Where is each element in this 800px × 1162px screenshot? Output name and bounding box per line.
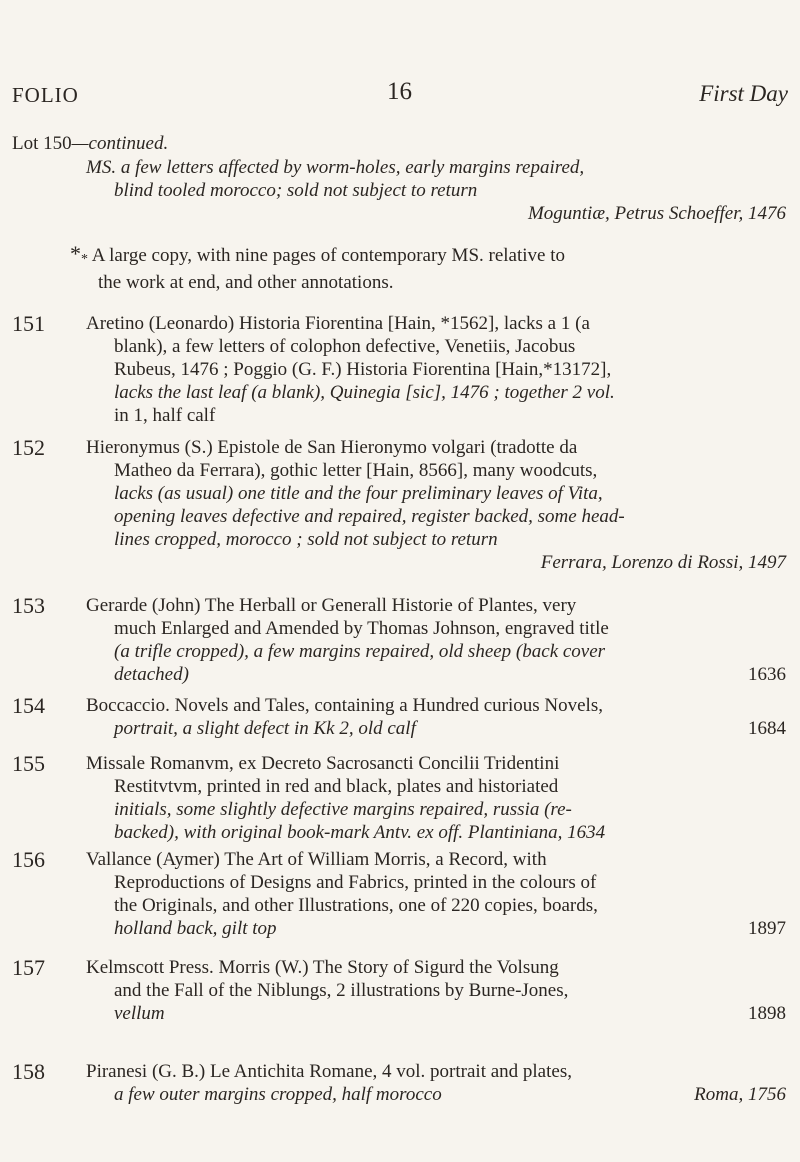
lot-number: 158	[12, 1059, 45, 1084]
lot-line: (a trifle cropped), a few margins repaired, old sheep (back cover	[114, 641, 606, 662]
lot-line: Reproductions of Designs and Fabrics, printed in the colours of	[114, 872, 597, 893]
lot-line: backed), with original book-mark Antv. ex off. Plantiniana, 1634	[114, 822, 606, 843]
lot-date: 1636	[748, 664, 786, 685]
lot-line: Gerarde (John) The Herball or Generall Historie of Plantes, very	[86, 595, 577, 616]
lot-150-line: blind tooled morocco; sold not subject to return	[114, 180, 478, 201]
lot-continued-prefix: Lot 150	[12, 133, 72, 154]
lot-154	[12, 694, 786, 740]
lot-152	[12, 436, 786, 574]
lot-line: Rubeus, 1476 ; Poggio (G. F.) Historia Fiorentina [Hain,*13172],	[114, 359, 612, 380]
lot-number: 152	[12, 435, 45, 460]
running-head: First Day	[699, 81, 788, 106]
lot-150-note: ** A large copy, with nine pages of contemporary MS. relative to the work at end, and other annotations.	[70, 242, 786, 294]
lot-158	[12, 1060, 786, 1106]
lot-line: initials, some slightly defective margins repaired, russia (re-	[114, 799, 572, 820]
lot-line: Hieronymus (S.) Epistole de San Hieronymo volgari (tradotte da	[86, 437, 578, 458]
lot-line: Boccaccio. Novels and Tales, containing a Hundred curious Novels,	[86, 695, 603, 716]
folio-label: FOLIO	[12, 83, 79, 107]
lot-line: vellum	[114, 1003, 165, 1024]
lot-number: 151	[12, 311, 45, 336]
lot-line: portrait, a slight defect in Kk 2, old calf	[114, 718, 416, 739]
lot-number: 155	[12, 751, 45, 776]
lot-line: holland back, gilt top	[114, 918, 277, 939]
lot-line: in 1, half calf	[114, 405, 216, 426]
lot-number: 157	[12, 955, 45, 980]
lot-157	[12, 956, 786, 1025]
lot-number: 156	[12, 847, 45, 872]
lot-line: opening leaves defective and repaired, register backed, some head-	[114, 506, 625, 527]
lot-date: 1898	[748, 1003, 786, 1024]
lot-155	[12, 752, 786, 844]
lot-line: lacks the last leaf (a blank), Quinegia [sic], 1476 ; together 2 vol.	[114, 382, 615, 403]
lot-line: Restitvtvm, printed in red and black, plates and historiated	[114, 776, 559, 797]
note-line: the work at end, and other annotations.	[98, 272, 394, 293]
note-line: A large copy, with nine pages of contemporary MS. relative to	[91, 245, 565, 266]
lot-line: a few outer margins cropped, half morocco	[114, 1084, 442, 1105]
lot-number: 153	[12, 593, 45, 618]
page-header	[12, 78, 788, 114]
lot-line: and the Fall of the Niblungs, 2 illustrations by Burne-Jones,	[114, 980, 569, 1001]
lot-line: much Enlarged and Amended by Thomas Johnson, engraved title	[114, 618, 609, 639]
page-number: 16	[387, 78, 412, 105]
lot-line: lines cropped, morocco ; sold not subject to return	[114, 529, 498, 550]
lot-line: blank), a few letters of colophon defective, Venetiis, Jacobus	[114, 336, 576, 357]
lot-line: detached)	[114, 664, 189, 685]
lot-150-imprint: Moguntiæ, Petrus Schoeffer, 1476	[527, 203, 786, 224]
lot-continued-heading	[12, 132, 168, 155]
lot-line: Kelmscott Press. Morris (W.) The Story of Sigurd the Volsung	[86, 957, 559, 978]
lot-imprint: Roma, 1756	[694, 1084, 786, 1105]
lot-date: 1897	[748, 918, 786, 939]
lot-line: Aretino (Leonardo) Historia Fiorentina [Hain, *1562], lacks a 1 (a	[86, 313, 590, 334]
lot-date: 1684	[748, 718, 786, 739]
lot-line: Missale Romanvm, ex Decreto Sacrosancti Concilii Tridentini	[86, 753, 560, 774]
lot-line: Matheo da Ferrara), gothic letter [Hain, 8566], many woodcuts,	[114, 460, 598, 481]
lot-153	[12, 594, 786, 686]
lot-line: Vallance (Aymer) The Art of William Morris, a Record, with	[86, 849, 547, 870]
lot-line: the Originals, and other Illustrations, one of 220 copies, boards,	[114, 895, 598, 916]
lot-151	[12, 312, 786, 427]
lot-continued-suffix: —continued.	[71, 133, 169, 154]
lot-number: 154	[12, 693, 45, 718]
lot-150-line: MS. a few letters affected by worm-holes, early margins repaired,	[86, 157, 585, 178]
lot-line: lacks (as usual) one title and the four preliminary leaves of Vita,	[114, 483, 603, 504]
lot-line: Piranesi (G. B.) Le Antichita Romane, 4 vol. portrait and plates,	[86, 1061, 572, 1082]
lot-156	[12, 848, 786, 940]
lot-imprint: Ferrara, Lorenzo di Rossi, 1497	[540, 552, 786, 573]
lot-150-continued-text	[12, 156, 786, 225]
asterism-symbol: *	[70, 241, 81, 266]
